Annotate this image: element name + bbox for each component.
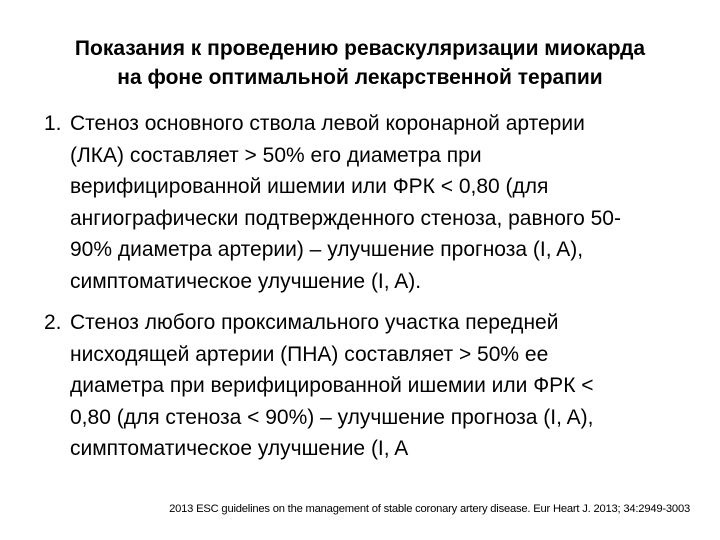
title-line-1: Показания к проведению реваскуляризации миокарда	[74, 37, 646, 60]
list-item-line: (ЛКА) составляет > 50% его диаметра при	[70, 143, 482, 167]
list-item-line: 90% диаметра артерии) – улучшение прогноза (I, A),	[70, 238, 584, 261]
list-item-number: 1.	[44, 112, 62, 135]
indications-list	[44, 108, 684, 465]
list-item-line: ангиографически подтвержденного стеноза, равного 50-	[70, 206, 621, 230]
list-item-line: 0,80 (для стеноза < 90%) – улучшение прогноза (I, A),	[70, 405, 594, 429]
list-item-1	[44, 108, 684, 297]
slide-title	[20, 34, 700, 92]
list-item-line: симптоматическое улучшение (I, A	[70, 437, 409, 460]
list-item-2	[44, 307, 684, 465]
list-item-line: нисходящей артерии (ПНА) составляет > 50% ее	[70, 342, 549, 366]
list-item-line: диаметра при верифицированной ишемии или ФРК <	[70, 374, 594, 397]
reference-footnote: 2013 ESC guidelines on the management of stable coronary artery disease. Eur Heart J. 2013; 34:2949-3003	[169, 503, 690, 515]
list-item-line: симптоматическое улучшение (I, A).	[70, 269, 422, 293]
list-item-line: Стеноз основного ствола левой коронарной артерии	[70, 112, 585, 135]
title-line-2: на фоне оптимальной лекарственной терапии	[117, 66, 603, 89]
list-item-line: Стеноз любого проксимального участка передней	[70, 311, 559, 334]
list-item-line: верифицированной ишемии или ФРК < 0,80 (для	[70, 175, 549, 198]
list-item-number: 2.	[44, 311, 62, 334]
